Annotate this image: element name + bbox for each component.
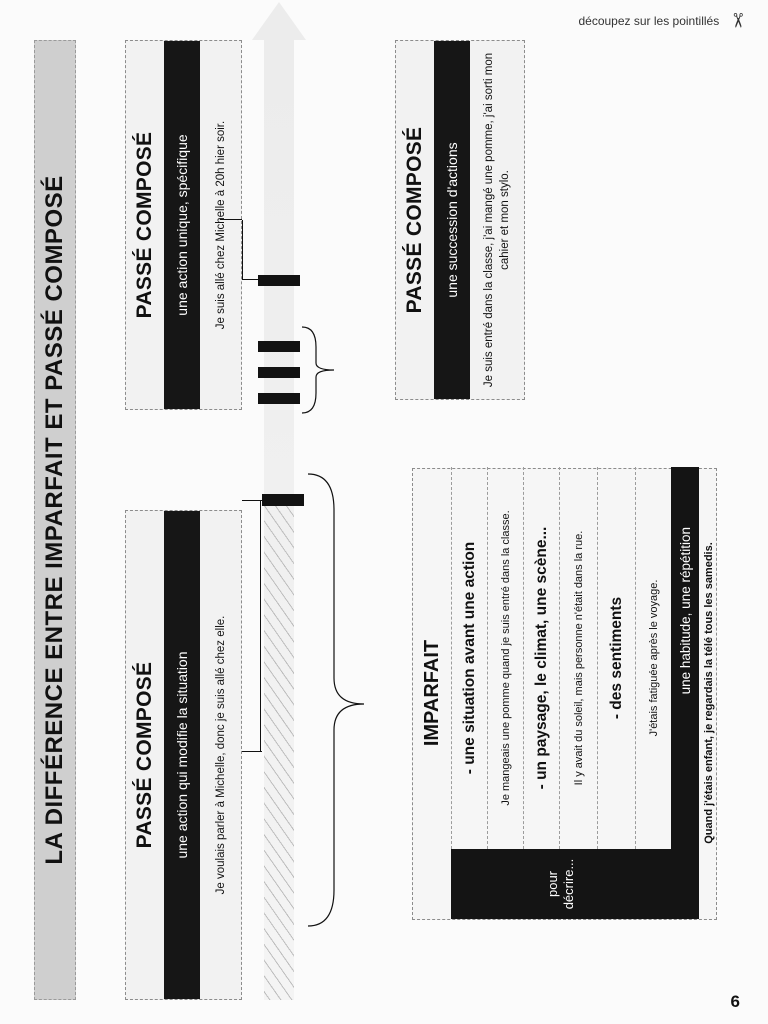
connector-line: [242, 500, 262, 752]
card-example: Je suis allé chez Michelle à 20h hier soir.: [214, 120, 227, 330]
scissors-icon: ✂: [726, 12, 749, 29]
timeline-tick: [258, 275, 300, 286]
connector-line: [220, 219, 242, 220]
connector-line: [242, 751, 260, 752]
imparfait-rule: - des sentiments: [597, 467, 636, 849]
card-subtitle: une action qui modifie la situation: [164, 511, 200, 999]
cut-note-text: découpez sur les pointillés: [578, 13, 720, 28]
card-passe-compose-succession: [395, 40, 525, 400]
timeline-tick: [262, 494, 304, 506]
imparfait-rule: - un paysage, le climat, une scène...: [523, 467, 560, 849]
card-heading: PASSÉ COMPOSÉ: [403, 126, 426, 314]
card-subtitle: une action unique, spécifique: [164, 41, 200, 409]
imparfait-example: Il y avait du soleil, mais personne n'était dans la rue.: [559, 467, 598, 849]
arrowhead-icon: [252, 2, 306, 40]
card-heading: PASSÉ COMPOSÉ: [133, 661, 156, 849]
card-passe-compose-modifie: [125, 510, 242, 1000]
brace-icon: [300, 325, 340, 415]
connector-line: [242, 220, 243, 280]
imparfait-habit-label: une habitude, une répétition: [671, 467, 699, 919]
worksheet: [20, 40, 756, 1000]
imparfait-heading: IMPARFAIT: [420, 639, 443, 747]
timeline-tick: [258, 341, 300, 352]
connector-line: [242, 279, 260, 280]
card-example: Je voulais parler à Michelle, donc je suis allé chez elle.: [214, 615, 227, 895]
cut-instruction: [578, 8, 749, 33]
imparfait-example: Je mangeais une pomme quand je suis entré dans la classe.: [487, 467, 524, 849]
card-example: Je suis entré dans la classe, j'ai mangé une pomme, j'ai sorti mon cahier et mon stylo.: [483, 52, 511, 388]
page-title: LA DIFFÉRENCE ENTRE IMPARFAIT ET PASSÉ COMPOSÉ: [34, 40, 76, 1000]
imparfait-example: J'étais fatiguée après le voyage.: [635, 467, 672, 849]
timeline-tick: [258, 367, 300, 378]
imparfait-rule: - une situation avant une action: [451, 467, 488, 849]
card-passe-compose-unique: [125, 40, 242, 410]
card-subtitle: une succession d'actions: [434, 41, 470, 399]
connector-line: [260, 500, 261, 752]
timeline-hatched-section: [264, 500, 294, 1000]
timeline-tick: [258, 393, 300, 404]
brace-icon: [304, 470, 372, 930]
pour-decrire-label: pour décrire...: [451, 849, 671, 919]
card-heading: PASSÉ COMPOSÉ: [133, 131, 156, 319]
imparfait-block: [412, 468, 717, 920]
page-number: 6: [730, 992, 740, 1011]
imparfait-habit-example: Quand j'étais enfant, je regardais la télé tous les samedis.: [702, 542, 715, 844]
